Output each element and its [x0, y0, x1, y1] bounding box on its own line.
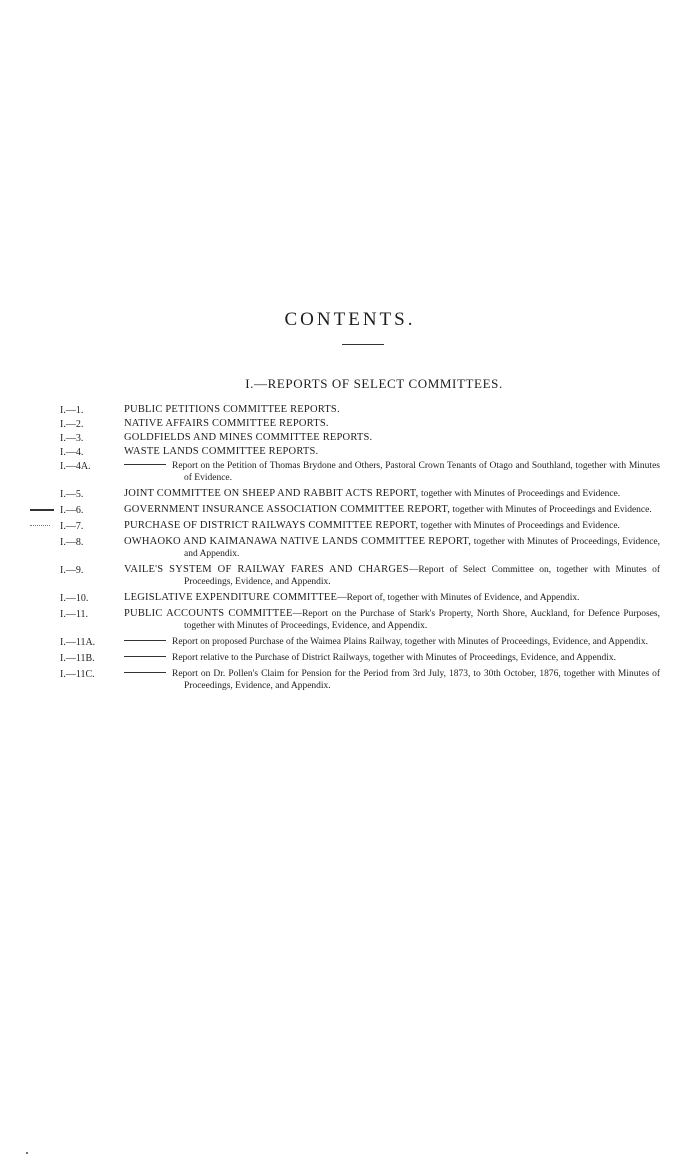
entry-text [124, 460, 660, 484]
entry-detail: —Report of, together with Minutes of Evidence, and Appendix. [337, 593, 580, 603]
entry-number: I.—4A. [60, 461, 91, 472]
contents-entry [60, 592, 660, 604]
entry-number: I.—5. [60, 489, 84, 500]
entry-text [124, 636, 660, 648]
entry-number: I.—7. [60, 521, 84, 532]
contents-entry [60, 668, 660, 692]
contents-entry [60, 536, 660, 560]
entry-detail: together with Minutes of Proceedings and Evidence. [420, 489, 621, 499]
contents-entry [60, 520, 660, 532]
entry-title: GOVERNMENT INSURANCE ASSOCIATION COMMITTEE REPORT, [124, 504, 451, 515]
entry-text [124, 488, 660, 500]
entry-number: I.—11. [60, 609, 88, 620]
contents-entry [60, 404, 660, 416]
entry-detail: Report relative to the Purchase of District Railways, together with Minutes of Proceedings, Evidence, and Appendix. [172, 653, 617, 663]
entry-detail: Report on the Petition of Thomas Brydone and Others, Pastoral Crown Tenants of Otago and Southland, together with Minutes of Evidence. [172, 461, 660, 483]
contents-entry [60, 652, 660, 664]
entry-detail: together with Minutes of Proceedings, Evidence, and Appendix. [184, 537, 661, 559]
entry-text [124, 608, 660, 632]
entry-number: I.—1. [60, 405, 84, 416]
entry-text [124, 592, 660, 604]
ditto-dash [124, 672, 166, 673]
entry-text [124, 536, 660, 560]
entry-number: I.—11A. [60, 637, 96, 648]
entry-title: JOINT COMMITTEE ON SHEEP AND RABBIT ACTS REPORT, [124, 488, 419, 499]
entry-number: I.—9. [60, 565, 84, 576]
entry-number: I.—3. [60, 433, 84, 444]
entry-number: I.—11B. [60, 653, 95, 664]
title-rule [342, 344, 384, 345]
entry-detail: —Report on the Purchase of Stark's Property, North Shore, Auckland, for Defence Purposes, together with Minutes of Proceedings, Evidence, and Appendix. [184, 609, 661, 631]
entry-title: LEGISLATIVE EXPENDITURE COMMITTEE [124, 592, 338, 603]
section-heading: I.—REPORTS OF SELECT COMMITTEES. [245, 376, 503, 391]
ink-speck [26, 1152, 28, 1154]
entry-detail: together with Minutes of Proceedings and Evidence. [420, 521, 620, 531]
page-title: CONTENTS. [284, 309, 416, 330]
entry-title: PURCHASE OF DISTRICT RAILWAYS COMMITTEE REPORT, [124, 520, 419, 531]
contents-entry [60, 446, 660, 458]
entry-number: I.—6. [60, 505, 84, 516]
entry-detail: Report on proposed Purchase of the Waimea Plains Railway, together with Minutes of Proceedings, Evidence, and Appendix. [172, 637, 648, 647]
entry-number: I.—2. [60, 419, 84, 430]
entry-text [124, 504, 660, 516]
contents-entry [60, 488, 660, 500]
ditto-dash [124, 656, 166, 657]
ditto-dash [124, 464, 166, 465]
entry-title: OWHAOKO AND KAIMANAWA NATIVE LANDS COMMITTEE REPORT, [124, 536, 472, 547]
ditto-dash [124, 640, 166, 641]
margin-mark [30, 525, 50, 526]
contents-entry [60, 504, 660, 516]
entry-title: VAILE'S SYSTEM OF RAILWAY FARES AND CHARGES [124, 564, 409, 575]
entry-text [124, 564, 660, 588]
contents-list [60, 404, 660, 696]
entry-title: WASTE LANDS COMMITTEE REPORTS. [124, 446, 319, 457]
margin-mark [30, 509, 54, 511]
contents-entry [60, 636, 660, 648]
entry-title: GOLDFIELDS AND MINES COMMITTEE REPORTS. [124, 432, 373, 443]
entry-text [124, 652, 660, 664]
entry-text [124, 446, 660, 457]
contents-entry [60, 608, 660, 632]
entry-text [124, 418, 660, 429]
entry-text [124, 404, 660, 415]
entry-text [124, 432, 660, 443]
entry-number: I.—10. [60, 593, 89, 604]
contents-entry [60, 564, 660, 588]
entry-title: PUBLIC PETITIONS COMMITTEE REPORTS. [124, 404, 340, 415]
entry-title: NATIVE AFFAIRS COMMITTEE REPORTS. [124, 418, 329, 429]
contents-entry [60, 432, 660, 444]
entry-detail: Report on Dr. Pollen's Claim for Pension for the Period from 3rd July, 1873, to 30th October, 1876, together with Minutes of Proceedings, Evidence, and Appendix. [172, 669, 660, 691]
entry-detail: —Report of Select Committee on, together with Minutes of Proceedings, Evidence, and Appendix. [184, 565, 660, 587]
entry-text [124, 668, 660, 692]
contents-entry [60, 460, 660, 484]
entry-number: I.—8. [60, 537, 84, 548]
contents-entry [60, 418, 660, 430]
entry-title: PUBLIC ACCOUNTS COMMITTEE [124, 608, 293, 619]
entry-number: I.—4. [60, 447, 84, 458]
entry-detail: together with Minutes of Proceedings and Evidence. [452, 505, 652, 515]
entry-text [124, 520, 660, 532]
entry-number: I.—11C. [60, 669, 95, 680]
